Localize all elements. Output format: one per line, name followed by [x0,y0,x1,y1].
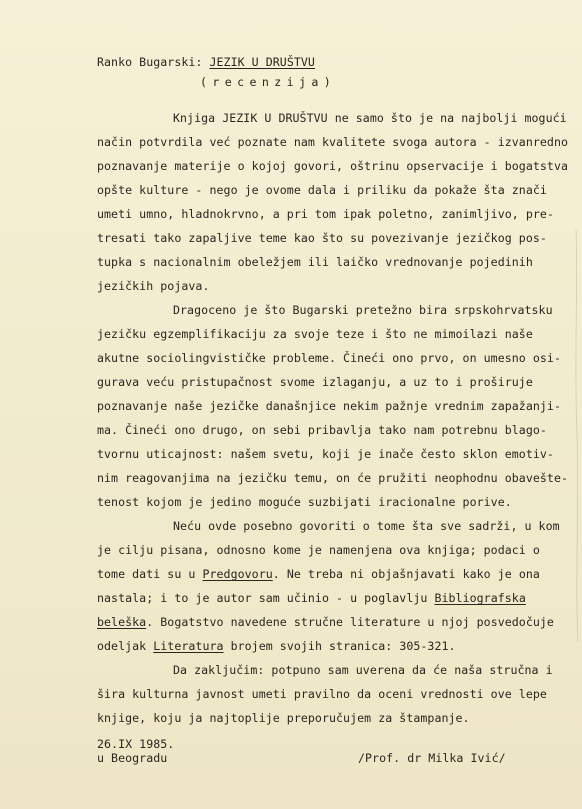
p2-line-4: gurava veću pristupačnost svome izlaganju, a uz to i proširuje [97,375,533,389]
p2-line-8: nim reagovanjima na jezičku temu, on će pružiti neophodnu obavešte- [97,471,569,485]
p3-line-3 [97,567,540,581]
bibliografska-ref: Bibliografska [434,591,526,605]
p3-line-6 [97,639,456,653]
header-line [97,55,315,69]
p1-line-5: umeti umno, hladnokrvno, a pri tom ipak poletno, zanimljivo, pre- [97,207,554,221]
p2-line-5: poznavanje naše jezičke današnjice nekim pažnje vrednim zapažanji- [97,399,561,413]
p4-line-2: šira kulturna javnost umeti pravilno da oceni vrednosti ove lepe [97,687,547,701]
header-book-title: JEZIK U DRUŠTVU [209,55,315,69]
margin-pencil-mark [554,226,582,646]
p2-line-2: jezičku egzemplifikaciju za svoje teze i što ne mimoilazi naše [97,327,533,341]
date: 26.IX 1985. [97,737,175,751]
p3-line-6-c: brojem svojih stranica: 305-321. [223,639,456,653]
p3-line-3-a: tome dati su u [97,567,203,581]
p3-line-1: Neću ovde posebno govoriti o tome šta sve sadrži, u kom [173,519,560,533]
p4-line-1: Da zaključim: potpuno sam uverena da će naša stručna i [173,663,553,677]
p3-line-5-b: . Bogatstvo navedene stručne literature u njoj posvedočuje [146,615,554,629]
p4-line-3: knjige, koju ja najtoplije preporučujem za štampanje. [97,711,470,725]
p2-line-1: Dragoceno je što Bugarski pretežno bira srpskohrvatsku [173,303,553,317]
p1-line-4: opšte kulture - nego je ovome dala i priliku da pokaže šta znači [97,183,547,197]
p1-line-1: Knjiga JEZIK U DRUŠTVU ne samo što je na najbolji mogući [173,111,567,125]
p2-line-6: ma. Čineći ono drugo, on sebi pribavlja tako nam potrebnu blago- [97,423,547,437]
p1-line-3: poznavanje materije o kojoj govori, oštrinu opservacije i bogatstva [97,159,569,173]
p1-line-7: tupka s nacionalnim obeležjem ili laičko vrednovanje pojedinih [97,255,533,269]
p1-line-6: tresati tako zapaljive teme kao što su povezivanje jezičkog pos- [97,231,547,245]
predgovoru-ref: Predgovoru [202,567,273,581]
p3-line-6-a: odeljak [97,639,154,653]
beleska-ref: beleška [97,615,147,629]
p1-line-8: jezičkih pojava. [97,279,210,293]
literatura-ref: Literatura [153,639,224,653]
p2-line-7: tvornu uticajnost: našem svetu, koji je inače često sklon emotiv- [97,447,554,461]
review-genre: (recenzija) [200,75,337,89]
place: u Beogradu [97,751,168,765]
p3-line-2: je cilju pisana, odnosno kome je namenjena ova knjiga; podaci o [97,543,540,557]
signature: /Prof. dr Milka Ivić/ [358,751,506,765]
p3-line-5 [97,615,554,629]
p2-line-9: tenost kojom je jedino moguće suzbijati iracionalne porive. [97,495,512,509]
p2-line-3: akutne sociolingvističke probleme. Čineći ono prvo, on umesno osi- [97,351,561,365]
p1-line-2: način potvrdila već poznate nam kvalitete svoga autora - izvanredno [97,135,569,149]
p3-line-3-c: . Ne treba ni objašnjavati kako je ona [272,567,540,581]
header-author: Ranko Bugarski: [97,55,210,69]
p3-line-4 [97,591,526,605]
p3-line-4-a: nastala; i to je autor sam učinio - u poglavlju [97,591,435,605]
